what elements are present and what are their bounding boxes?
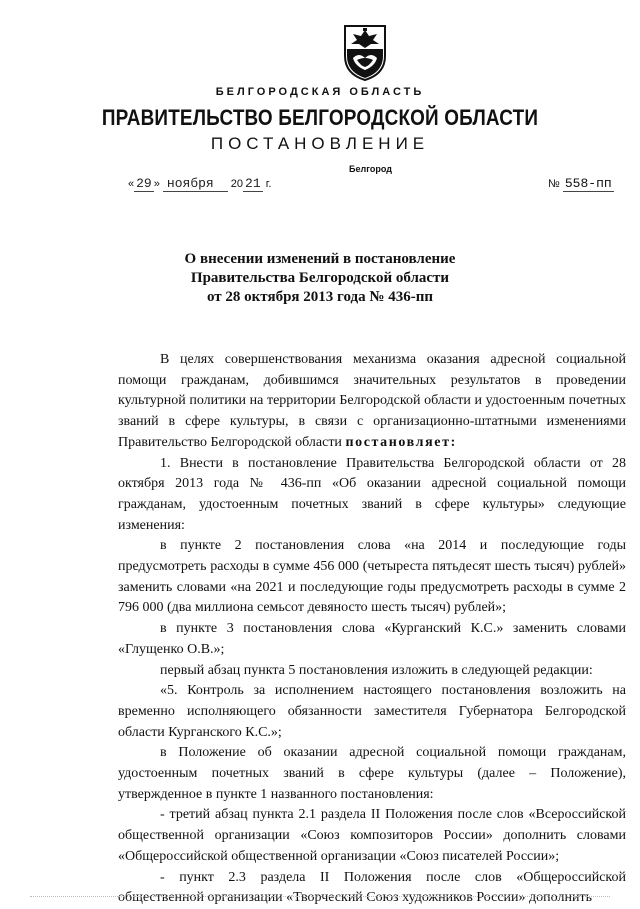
- paragraph-item-5-text: «5. Контроль за исполнением настоящего постановления возложить на временно исполняющего обязанности заместителя Губернатора Белгородской области Курганского К.С.»;: [118, 683, 626, 740]
- paragraph-item-1: 1. Внести в постановление Правительства Белгородской области от 28 октября 2013 года № 436-пп «Об оказании адресной социальной помощи гражданам, удостоенным почетных званий в сфере культуры» следующие изменения:: [118, 455, 626, 533]
- paragraph-section-2-1: - третий абзац пункта 2.1 раздела II Положения после слов «Всероссийской общественной организации «Союз композиторов России» дополнить словами «Общероссийской общественной организации «Союз писателей России»;: [118, 807, 626, 864]
- date-year-suffix: 21: [245, 176, 261, 191]
- document-type: ПОСТАНОВЛЕНИЕ: [210, 134, 430, 153]
- title-line-1: О внесении изменений в постановление: [184, 251, 456, 267]
- document-date: [128, 176, 271, 191]
- resolves-keyword: постановляет:: [345, 434, 457, 450]
- date-year-prefix: 20: [230, 178, 244, 190]
- paragraph-item-3-change: в пункте 3 постановления слова «Курганский К.С.» заменить словами «Глущенко О.В.»;: [118, 621, 626, 657]
- paragraph-section-2-3: - пункт 2.3 раздела II Положения после слов «Общероссийской общественной организации «Творческий Союз художников России» дополнить: [118, 869, 626, 906]
- date-open-quote: «: [128, 178, 135, 190]
- page-edge-line: [30, 896, 610, 897]
- title-line-3: от 28 октября 2013 года № 436-пп: [206, 289, 433, 305]
- date-close-quote: »: [153, 178, 160, 190]
- date-month: ноября: [163, 176, 228, 192]
- date-year-label: г.: [265, 178, 272, 190]
- number-value: 558-пп: [564, 176, 612, 191]
- city-name: Белгород: [349, 164, 392, 174]
- paragraph-item-2-change: в пункте 2 постановления слова «на 2014 и последующие годы предусмотреть расходы в сумме 456 000 (четыреста пятьдесят шесть тысяч) рублей» заменить словами «на 2021 и последующие годы предусмотреть расходы в сумме 2 796 000 (два миллиона семьсот девяносто шесть тысяч) рублей»;: [118, 538, 626, 616]
- number-label: №: [548, 178, 560, 190]
- preamble-text: В целях совершенствования механизма оказания адресной социальной помощи гражданам, добившимся значительных результатов в проведении культурной политики на территории Белгородской области и удостоенным почетных званий в сфере культуры, в связи с организационно-штатными изменениями Правительство Белгородской области: [118, 352, 626, 450]
- paragraph-regulation: в Положение об оказании адресной социальной помощи гражданам, удостоенным почетных званий в сфере культуры (далее – Положение), утвержденное в пункте 1 названного постановления:: [118, 745, 626, 802]
- region-name: БЕЛГОРОДСКАЯ ОБЛАСТЬ: [215, 86, 425, 98]
- paragraph-item-5-change: первый абзац пункта 5 постановления изложить в следующей редакции:: [160, 662, 593, 678]
- document-body: [118, 350, 626, 909]
- date-day: 29: [136, 176, 152, 191]
- paragraph-preamble: [118, 350, 626, 454]
- government-name: ПРАВИТЕЛЬСТВО БЕЛГОРОДСКОЙ ОБЛАСТИ: [101, 105, 539, 130]
- document-title: [0, 250, 640, 307]
- coat-of-arms-icon: [341, 22, 389, 82]
- document-number: [548, 176, 614, 191]
- title-line-2: Правительства Белгородской области: [190, 270, 450, 286]
